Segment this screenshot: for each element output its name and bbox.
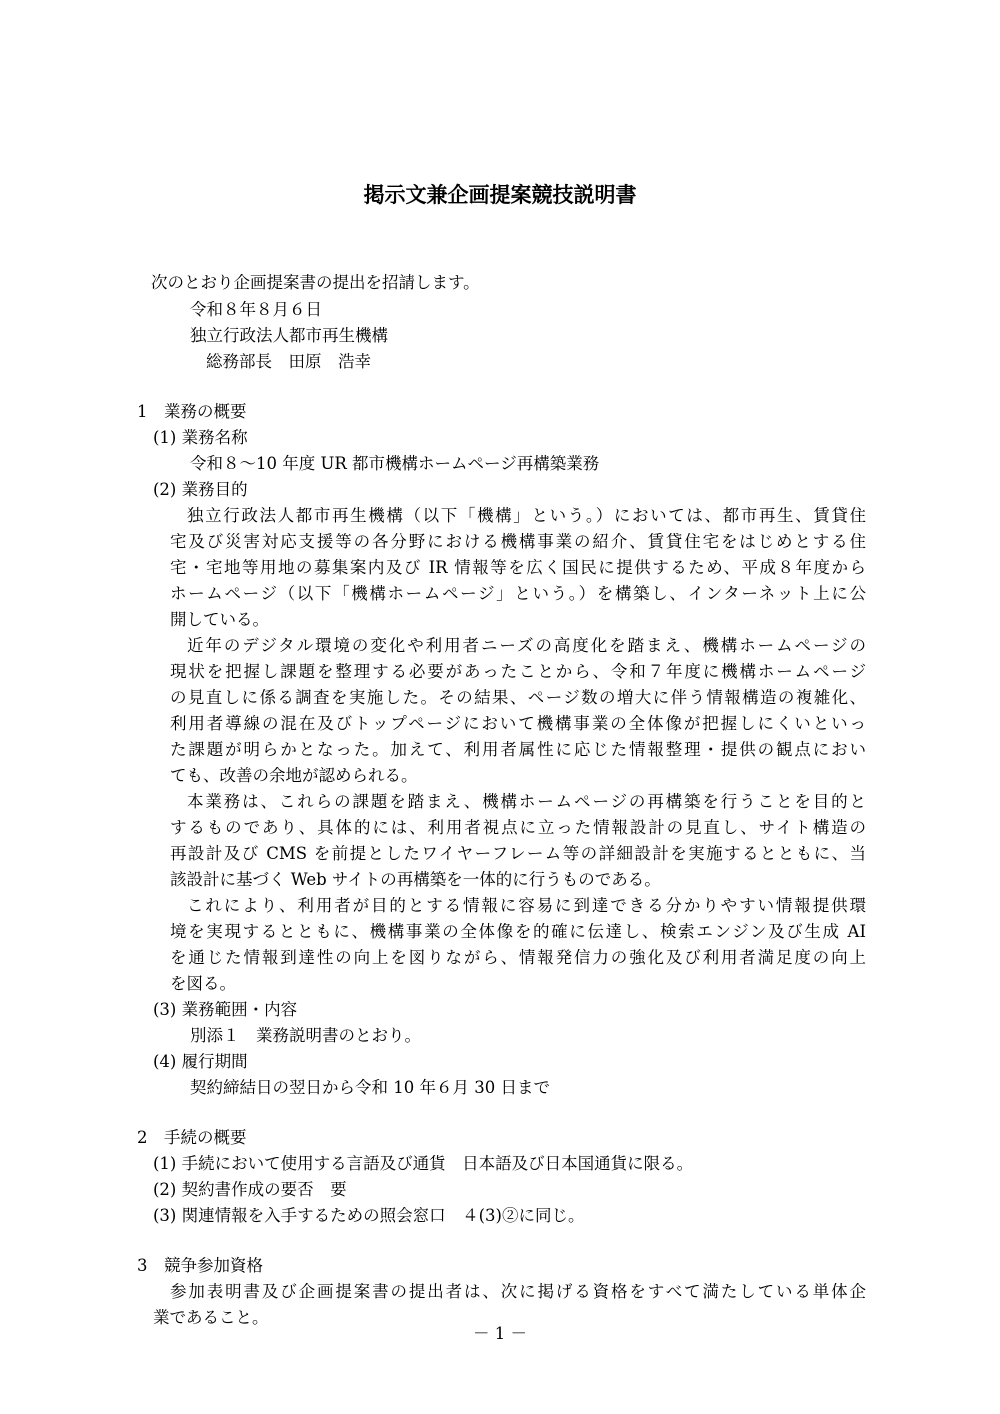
paragraph-line: の見直しに係る調査を実施した。その結果、ページ数の増大に伴う情報構造の複雑化、 bbox=[170, 688, 866, 707]
section1-heading: 1 業務の概要 bbox=[137, 402, 247, 421]
section2-heading: 2 手続の概要 bbox=[137, 1128, 247, 1147]
section2-item3: (3) 関連情報を入手するための照会窓口 ４(3)②に同じ。 bbox=[153, 1206, 585, 1225]
page-number: － 1 － bbox=[473, 1324, 527, 1343]
paragraph-line: を図る。 bbox=[170, 974, 236, 993]
paragraph-line: 近年のデジタル環境の変化や利用者ニーズの高度化を踏まえ、機構ホームページの bbox=[187, 636, 866, 655]
paragraph-line: 再設計及び CMS を前提としたワイヤーフレーム等の詳細設計を実施するとともに、当 bbox=[170, 844, 866, 863]
paragraph-line: た課題が明らかとなった。加えて、利用者属性に応じた情報整理・提供の観点におい bbox=[170, 740, 866, 759]
signatory: 総務部長 田原 浩幸 bbox=[206, 352, 371, 371]
paragraph-line: 独立行政法人都市再生機構（以下「機構」という。）においては、都市再生、賃貸住 bbox=[187, 506, 866, 525]
paragraph-line: これにより、利用者が目的とする情報に容易に到達できる分かりやすい情報提供環 bbox=[187, 896, 866, 915]
section1-item1-heading: (1) 業務名称 bbox=[153, 428, 248, 447]
issuing-organization: 独立行政法人都市再生機構 bbox=[190, 326, 388, 345]
paragraph-line: 宅及び災害対応支援等の各分野における機構事業の紹介、賃貸住宅をはじめとする住 bbox=[170, 532, 866, 551]
paragraph-line: 現状を把握し課題を整理する必要があったことから、令和７年度に機構ホームページ bbox=[170, 662, 866, 681]
section1-item4-body: 契約締結日の翌日から令和 10 年６月 30 日まで bbox=[190, 1078, 550, 1097]
paragraph-line: を通じた情報到達性の向上を図りながら、情報発信力の強化及び利用者満足度の向上 bbox=[170, 948, 867, 967]
section1-item1-body: 令和８～10 年度 UR 都市機構ホームページ再構築業務 bbox=[190, 454, 600, 473]
section1-item4-heading: (4) 履行期間 bbox=[153, 1052, 248, 1071]
paragraph-line: 利用者導線の混在及びトップページにおいて機構事業の全体像が把握しにくいといっ bbox=[170, 714, 866, 733]
paragraph-line: するものであり、具体的には、利用者視点に立った情報設計の見直し、サイト構造の bbox=[170, 818, 866, 837]
paragraph-line: 参加表明書及び企画提案書の提出者は、次に掲げる資格をすべて満たしている単体企 bbox=[170, 1282, 866, 1301]
section1-item3-heading: (3) 業務範囲・内容 bbox=[153, 1000, 298, 1019]
paragraph-line: 宅・宅地等用地の募集案内及び IR 情報等を広く国民に提供するため、平成８年度から bbox=[170, 558, 866, 577]
section2-item2: (2) 契約書作成の要否 要 bbox=[153, 1180, 347, 1199]
paragraph-line: ホームページ（以下「機構ホームページ」という。）を構築し、インターネット上に公 bbox=[170, 584, 866, 603]
section1-item2-heading: (2) 業務目的 bbox=[153, 480, 248, 499]
paragraph-line: 業であること。 bbox=[153, 1308, 269, 1327]
document-title: 掲示文兼企画提案競技説明書 bbox=[363, 183, 637, 207]
paragraph-line: 境を実現するとともに、機構事業の全体像を的確に伝達し、検索エンジン及び生成 AI bbox=[170, 922, 866, 941]
paragraph-line: 開している。 bbox=[170, 610, 269, 629]
paragraph-line: 本業務は、これらの課題を踏まえ、機構ホームページの再構築を行うことを目的と bbox=[187, 792, 866, 811]
paragraph-line: 該設計に基づく Web サイトの再構築を一体的に行うものである。 bbox=[170, 870, 661, 889]
issue-date: 令和８年８月６日 bbox=[190, 300, 322, 319]
section3-heading: 3 競争参加資格 bbox=[137, 1256, 263, 1275]
section2-item1: (1) 手続において使用する言語及び通貨 日本語及び日本国通貨に限る。 bbox=[153, 1154, 694, 1173]
intro-text: 次のとおり企画提案書の提出を招請します。 bbox=[151, 273, 480, 292]
section1-item3-body: 別添１ 業務説明書のとおり。 bbox=[190, 1026, 421, 1045]
paragraph-line: ても、改善の余地が認められる。 bbox=[170, 766, 418, 785]
